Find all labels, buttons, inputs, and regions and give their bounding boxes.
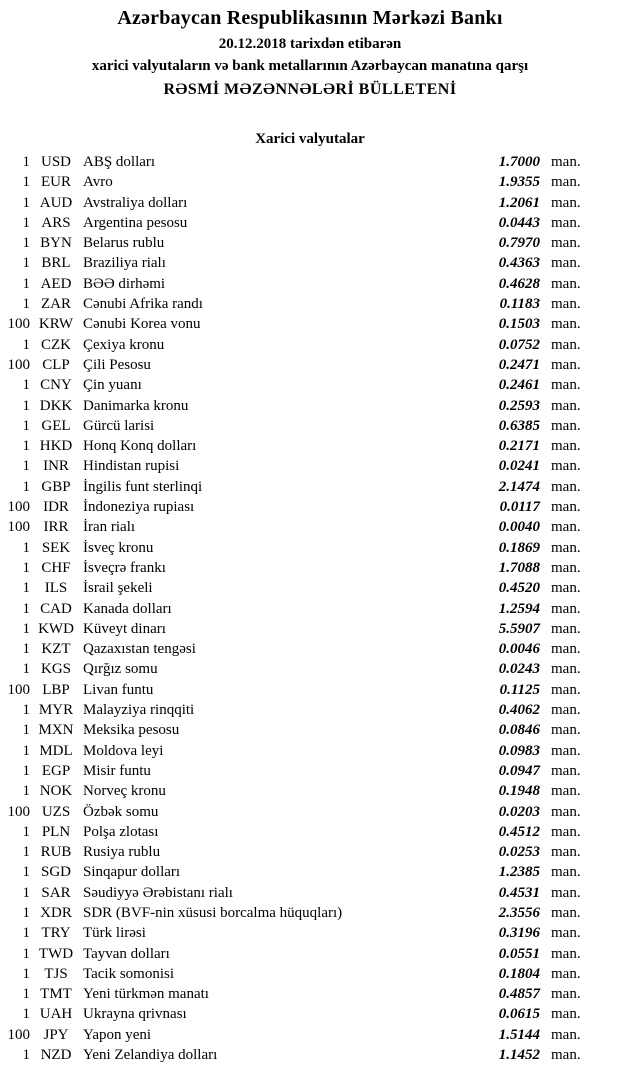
currency-rate: 0.2471 [498,356,540,373]
rate-row [0,659,620,679]
currency-unit-label: man. [551,438,581,455]
currency-unit-label: man. [551,844,581,861]
currency-code: KRW [38,316,74,333]
currency-rate: 1.1452 [498,1047,540,1064]
currency-quantity: 1 [22,580,30,597]
rate-row [0,456,620,476]
currency-quantity: 1 [22,458,30,475]
currency-code: GEL [41,417,71,434]
currency-rate: 0.0241 [498,458,540,475]
currency-name: Ukrayna qrivnası [83,1006,187,1023]
currency-quantity: 1 [22,864,30,881]
rate-row [0,1004,620,1024]
rate-row [0,396,620,416]
currency-name: Tayvan dolları [83,945,170,962]
currency-rate: 0.4512 [498,823,540,840]
currency-code: RUB [40,844,72,861]
currency-code: CAD [40,600,72,617]
currency-name: ABŞ dolları [83,154,156,170]
currency-rate: 0.4363 [498,255,540,272]
currency-rate: 2.1474 [498,478,540,495]
currency-code: CLP [42,356,70,373]
currency-unit-label: man. [551,580,581,597]
rate-row [0,984,620,1004]
currency-name: İran rialı [83,519,136,536]
currency-quantity: 100 [7,356,30,373]
currency-quantity: 1 [22,702,30,719]
currency-code: INR [43,458,69,475]
currency-name: Çexiya kronu [83,336,165,353]
currency-quantity: 1 [22,661,30,678]
currency-code: PLN [41,823,71,840]
currency-unit-label: man. [551,925,581,942]
currency-code: EGP [41,762,71,779]
currency-name: İsrail şekeli [83,580,153,597]
rate-row [0,355,620,375]
rate-row [0,599,620,619]
currency-unit-label: man. [551,681,581,698]
currency-name: Rusiya rublu [83,844,161,861]
currency-name: Avro [83,174,113,191]
currency-rate: 0.1503 [498,316,540,333]
rate-row [0,436,620,456]
currency-rate: 1.2385 [498,864,540,881]
currency-rate: 0.0846 [498,722,540,739]
currency-unit-label: man. [551,1006,581,1023]
rate-row [0,741,620,761]
currency-rate: 0.4628 [498,275,540,292]
currency-unit-label: man. [551,762,581,779]
currency-code: JPY [43,1026,69,1043]
currency-code: TWD [38,945,74,962]
currency-rate: 0.0615 [498,1006,540,1023]
currency-code: NOK [39,783,73,800]
currency-code: KZT [41,641,71,658]
currency-code: LBP [42,681,70,698]
rate-row [0,416,620,436]
currency-quantity: 1 [22,255,30,272]
currency-quantity: 1 [22,986,30,1003]
currency-name: Özbək somu [83,803,159,820]
currency-quantity: 1 [22,336,30,353]
currency-rate: 0.0243 [498,661,540,678]
currency-rate: 0.4531 [498,884,540,901]
currency-name: Honq Konq dolları [83,438,197,455]
rates-table [0,152,620,1065]
currency-unit-label: man. [551,154,581,170]
currency-name: Avstraliya dolları [83,194,188,211]
currency-rate: 0.4857 [498,986,540,1003]
currency-name: Qazaxıstan tengəsi [83,641,196,658]
currency-rate: 0.0443 [498,214,540,231]
currency-code: GBP [41,478,71,495]
currency-unit-label: man. [551,722,581,739]
currency-unit-label: man. [551,904,581,921]
rate-row [0,497,620,517]
rate-row [0,558,620,578]
currency-rate: 0.0203 [498,803,540,820]
currency-code: NZD [40,1047,72,1064]
currency-quantity: 1 [22,1006,30,1023]
currency-quantity: 1 [22,742,30,759]
currency-rate: 1.7088 [498,559,540,576]
currency-unit-label: man. [551,1026,581,1043]
rate-row [0,619,620,639]
currency-name: Hindistan rupisi [83,458,180,475]
currency-code: SEK [41,539,71,556]
currency-quantity: 1 [22,904,30,921]
rate-row [0,538,620,558]
currency-unit-label: man. [551,519,581,536]
currency-quantity: 1 [22,235,30,252]
currency-quantity: 100 [7,499,30,516]
currency-unit-label: man. [551,803,581,820]
rate-row [0,903,620,923]
currency-name: Belarus rublu [83,235,165,252]
currency-code: MDL [39,742,73,759]
currency-rate: 0.1869 [498,539,540,556]
currency-quantity: 1 [22,965,30,982]
currency-rate: 0.3196 [498,925,540,942]
currency-quantity: 1 [22,641,30,658]
currency-code: ARS [41,214,71,231]
currency-unit-label: man. [551,478,581,495]
currency-unit-label: man. [551,661,581,678]
currency-rate: 1.2061 [498,194,540,211]
currency-quantity: 1 [22,296,30,313]
currency-name: İngilis funt sterlinqi [83,478,203,495]
currency-unit-label: man. [551,255,581,272]
currency-unit-label: man. [551,377,581,394]
currency-unit-label: man. [551,884,581,901]
currency-rate: 0.4062 [498,702,540,719]
currency-rate: 0.0551 [498,945,540,962]
currency-code: AUD [39,194,73,211]
currency-quantity: 100 [7,316,30,333]
currency-quantity: 1 [22,884,30,901]
currency-name: Küveyt dinarı [83,620,166,637]
currency-name: Səudiyyə Ərəbistanı rialı [83,884,233,901]
rate-row [0,720,620,740]
currency-rate: 0.0947 [498,762,540,779]
currency-unit-label: man. [551,783,581,800]
rate-row [0,802,620,822]
currency-quantity: 1 [22,783,30,800]
currency-unit-label: man. [551,539,581,556]
currency-name: Yeni türkmən manatı [83,986,209,1003]
currency-code: HKD [39,438,73,455]
currency-rate: 0.0046 [498,641,540,658]
currency-quantity: 100 [7,681,30,698]
currency-unit-label: man. [551,641,581,658]
currency-rate: 0.0040 [498,519,540,536]
currency-name: Kanada dolları [83,600,172,617]
currency-name: Meksika pesosu [83,722,180,739]
currency-quantity: 1 [22,214,30,231]
currency-unit-label: man. [551,823,581,840]
rate-row [0,152,620,172]
currency-rate: 0.0117 [499,499,540,516]
currency-unit-label: man. [551,356,581,373]
rate-row [0,253,620,273]
currency-code: AED [40,275,72,292]
currency-rate: 0.7970 [498,235,540,252]
rate-row [0,294,620,314]
currency-name: Malayziya rinqqiti [83,702,195,719]
currency-name: Gürcü larisi [83,417,155,434]
currency-quantity: 1 [22,275,30,292]
currency-quantity: 1 [22,539,30,556]
currency-quantity: 1 [22,945,30,962]
currency-unit-label: man. [551,1047,581,1064]
currency-name: İsveçrə frankı [83,559,166,576]
currency-name: SDR (BVF-nin xüsusi borcalma hüquqları) [83,904,343,921]
currency-code: DKK [39,397,73,414]
currency-name: Çin yuanı [83,377,142,394]
currency-code: CNY [40,377,72,394]
currency-quantity: 1 [22,478,30,495]
bank-name-title: Azərbaycan Respublikasının Mərkəzi Bankı [117,7,503,29]
currency-quantity: 1 [22,194,30,211]
currency-unit-label: man. [551,945,581,962]
currency-code: SGD [40,864,71,881]
currency-rate: 0.1183 [499,296,540,313]
currency-name: Polşa zlotası [83,823,159,840]
currency-name: Livan funtu [83,681,154,698]
rate-row [0,822,620,842]
currency-rate: 2.3556 [498,904,540,921]
currency-rate: 0.0983 [498,742,540,759]
currency-rate: 0.1125 [499,681,540,698]
currency-rate: 1.9355 [498,174,540,191]
currency-name: İsveç kronu [83,539,154,556]
currency-code: ILS [44,580,68,597]
currency-rate: 0.4520 [498,580,540,597]
currency-unit-label: man. [551,296,581,313]
rate-row [0,883,620,903]
currency-unit-label: man. [551,214,581,231]
currency-code: XDR [40,904,72,921]
rate-row [0,781,620,801]
currency-rate: 0.2461 [498,377,540,394]
rate-row [0,862,620,882]
rate-row [0,700,620,720]
currency-name: Norveç kronu [83,783,166,800]
rate-row [0,477,620,497]
rate-row [0,964,620,984]
rate-row [0,680,620,700]
currency-quantity: 1 [22,844,30,861]
rate-row [0,335,620,355]
currency-rate: 1.2594 [498,600,540,617]
currency-name: Danimarka kronu [83,397,189,414]
bulletin-title: RƏSMİ MƏZƏNNƏLƏRİ BÜLLETENİ [163,81,457,98]
currency-code: IRR [43,519,69,536]
currency-unit-label: man. [551,235,581,252]
currency-code: BYN [40,235,72,252]
currency-name: Misir funtu [83,762,151,779]
rate-row [0,517,620,537]
currency-unit-label: man. [551,458,581,475]
currency-name: Braziliya rialı [83,255,166,272]
currency-name: Sinqapur dolları [83,864,181,881]
currency-quantity: 1 [22,397,30,414]
currency-rate: 0.2593 [498,397,540,414]
currency-unit-label: man. [551,986,581,1003]
currency-unit-label: man. [551,620,581,637]
currency-code: UZS [41,803,71,820]
rate-row [0,233,620,253]
currency-rate: 1.7000 [498,154,540,170]
rate-row [0,1025,620,1045]
currency-rate: 0.6385 [498,417,540,434]
currency-unit-label: man. [551,397,581,414]
currency-quantity: 1 [22,174,30,191]
currency-unit-label: man. [551,742,581,759]
currency-name: Qırğız somu [83,661,158,678]
rate-row [0,314,620,334]
currency-code: ZAR [41,296,71,313]
currency-name: Cənubi Afrika randı [83,296,203,313]
currency-rate: 0.0752 [498,336,540,353]
currency-quantity: 1 [22,559,30,576]
currency-quantity: 1 [22,722,30,739]
currency-code: TMT [40,986,72,1003]
currency-code: TRY [41,925,71,942]
rate-row [0,578,620,598]
currency-rate: 5.5907 [498,620,540,637]
currency-code: IDR [43,499,69,516]
currency-quantity: 1 [22,620,30,637]
currency-code: TJS [44,965,68,982]
currency-code: SAR [41,884,71,901]
currency-quantity: 100 [7,519,30,536]
currency-code: CHF [41,559,71,576]
rate-row [0,172,620,192]
currency-quantity: 1 [22,1047,30,1064]
currency-unit-label: man. [551,702,581,719]
currency-rate: 0.1948 [498,783,540,800]
currency-name: BƏƏ dirhəmi [83,275,166,292]
currency-quantity: 1 [22,417,30,434]
currency-code: UAH [39,1006,73,1023]
currency-rate: 0.0253 [498,844,540,861]
currency-unit-label: man. [551,499,581,516]
currency-name: Cənubi Korea vonu [83,316,201,333]
currency-quantity: 1 [22,762,30,779]
bulletin-header [0,0,620,100]
currency-unit-label: man. [551,965,581,982]
currency-name: Yapon yeni [83,1026,152,1043]
currency-quantity: 1 [22,925,30,942]
currency-code: KWD [38,620,74,637]
currency-code: USD [40,154,71,170]
rate-row [0,213,620,233]
currency-unit-label: man. [551,316,581,333]
currency-quantity: 1 [22,823,30,840]
currency-unit-label: man. [551,864,581,881]
section-title-foreign-currencies: Xarici valyutalar [255,131,365,147]
currency-name: Yeni Zelandiya dolları [83,1047,218,1064]
currency-unit-label: man. [551,275,581,292]
currency-quantity: 100 [7,1026,30,1043]
currency-unit-label: man. [551,194,581,211]
effective-date-line: 20.12.2018 tarixdən etibarən [218,36,402,52]
rate-row [0,639,620,659]
currency-rate: 1.5144 [498,1026,540,1043]
currency-rate: 0.1804 [498,965,540,982]
rate-row [0,375,620,395]
currency-name: Moldova leyi [83,742,164,759]
rate-row [0,761,620,781]
currency-unit-label: man. [551,417,581,434]
currency-code: KGS [40,661,71,678]
currency-name: Tacik somonisi [83,965,175,982]
currency-code: BRL [41,255,71,272]
currency-code: EUR [41,174,71,191]
rate-row [0,842,620,862]
currency-name: İndoneziya rupiası [83,499,195,516]
currency-unit-label: man. [551,559,581,576]
currency-code: CZK [41,336,71,353]
rate-row [0,274,620,294]
currency-unit-label: man. [551,174,581,191]
rate-row [0,944,620,964]
rate-row [0,1045,620,1065]
currency-quantity: 1 [22,438,30,455]
currency-name: Çili Pesosu [83,356,151,373]
bulletin-subtitle: xarici valyutaların və bank metallarının Azərbaycan manatına qarşı [91,58,529,74]
rate-row [0,923,620,943]
currency-quantity: 100 [7,803,30,820]
currency-quantity: 1 [22,600,30,617]
currency-code: MYR [38,702,74,719]
currency-rate: 0.2171 [498,438,540,455]
currency-quantity: 1 [22,154,30,170]
currency-name: Türk lirəsi [83,925,146,942]
rate-row [0,193,620,213]
currency-name: Argentina pesosu [83,214,188,231]
currency-unit-label: man. [551,336,581,353]
currency-code: MXN [38,722,74,739]
currency-unit-label: man. [551,600,581,617]
currency-quantity: 1 [22,377,30,394]
